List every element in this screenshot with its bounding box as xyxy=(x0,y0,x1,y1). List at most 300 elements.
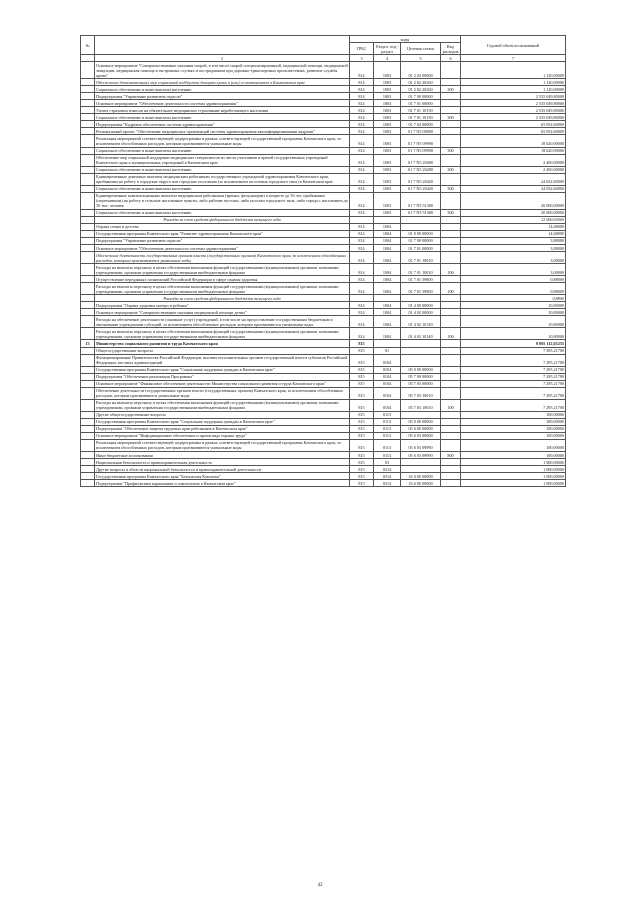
row-expense-type xyxy=(441,380,461,387)
row-razdel: 1003 xyxy=(374,147,401,154)
table-row xyxy=(81,366,566,373)
table-row xyxy=(81,411,566,418)
row-grbs: 815 xyxy=(350,387,374,399)
row-grbs: 814 xyxy=(350,154,374,166)
row-target-article: 05 7 00 00000 xyxy=(401,373,441,380)
row-name: Расходы на выплаты персоналу в целях обеспечения выполнения функций государственными (муниципальными) органами, казенными учреждениями, органами управления государственными внебюджетными фондами xyxy=(95,264,350,276)
row-grbs: 815 xyxy=(350,452,374,459)
row-name: Расходы на обеспечение деятельности (оказание услуг) учреждений, в том числе на предоставление государственным бюджетным и автономным учреждениям субсидий, за исключением обособленных расходов, которым присваиваются уникальные коды xyxy=(95,316,350,328)
row-target-article: 01 7 N5 51380 xyxy=(401,192,441,209)
row-target-article: 01 4 02 10140 xyxy=(401,316,441,328)
row-target-article: 05 7 03 10010 xyxy=(401,387,441,399)
row-grbs: 814 xyxy=(350,185,374,192)
row-number xyxy=(81,425,95,432)
row-razdel: 1003 xyxy=(374,62,401,79)
row-expense-type xyxy=(441,62,461,79)
row-number xyxy=(81,309,95,316)
header-number: № xyxy=(81,36,95,55)
col-num-3: 3 xyxy=(350,55,374,62)
row-razdel: 1003 xyxy=(374,173,401,185)
row-number xyxy=(81,216,95,223)
row-name: Расходы на выплаты персоналу в целях обеспечения выполнения функций государственными (муниципальными) органами, казенными учреждениями, органами управления государственными внебюджетными фондами xyxy=(95,283,350,295)
row-number xyxy=(81,295,95,302)
row-grbs: 814 xyxy=(350,283,374,295)
row-grbs: 815 xyxy=(350,340,374,347)
row-razdel: 0113 xyxy=(374,411,401,418)
row-name: Другие вопросы в области национальной безопасности и правоохранительной деятельности xyxy=(95,466,350,473)
row-amount: 1 000,00000 xyxy=(461,466,566,473)
row-name: Иные бюджетные ассигнования xyxy=(95,452,350,459)
row-expense-type xyxy=(441,173,461,185)
row-target-article: 01 7 N5 20280 xyxy=(401,154,441,166)
row-number xyxy=(81,173,95,185)
row-expense-type xyxy=(441,347,461,354)
row-name: Охрана семьи и детства xyxy=(95,223,350,230)
row-amount: 14,68000 xyxy=(461,230,566,237)
row-amount: 3,00000 xyxy=(461,252,566,264)
row-grbs: 814 xyxy=(350,128,374,135)
header-column-numbers xyxy=(81,55,566,62)
row-expense-type xyxy=(441,425,461,432)
page-number: 42 xyxy=(317,883,323,888)
row-expense-type xyxy=(441,276,461,283)
table-row xyxy=(81,276,566,283)
row-razdel: 0104 xyxy=(374,373,401,380)
row-name: Расходы на выплаты персоналу в целях обеспечения выполнения функций государственными (муниципальными) органами, казенными учреждениями, органами управления государственными внебюджетными фондами xyxy=(95,328,350,340)
row-target-article: 01 7 N5 09990 xyxy=(401,147,441,154)
row-grbs xyxy=(350,216,374,223)
row-number xyxy=(81,439,95,451)
row-amount: 100,00000 xyxy=(461,439,566,451)
row-razdel: 0113 xyxy=(374,432,401,439)
row-amount: 7 295,21700 xyxy=(461,366,566,373)
row-number xyxy=(81,380,95,387)
row-razdel: 1003 xyxy=(374,100,401,107)
row-expense-type: 800 xyxy=(441,452,461,459)
row-name: Подпрограмма "Управление развитием отрасли" xyxy=(95,237,350,244)
row-target-article: 01 4 02 00000 xyxy=(401,309,441,316)
row-amount: 2 535 049,80000 xyxy=(461,100,566,107)
row-expense-type: 300 xyxy=(441,209,461,216)
table-row xyxy=(81,399,566,411)
row-target-article: 01 7 01 10150 xyxy=(401,114,441,121)
row-expense-type: 100 xyxy=(441,283,461,295)
row-expense-type xyxy=(441,230,461,237)
row-razdel: 1004 xyxy=(374,302,401,309)
row-grbs: 815 xyxy=(350,366,374,373)
row-number xyxy=(81,128,95,135)
row-name: Обеспечение деятельности государственных органов власти (государственных органов) Камчатского края, за исключением обособленных расходов, которым присваиваются уникальные коды xyxy=(95,387,350,399)
row-grbs: 815 xyxy=(350,373,374,380)
table-row xyxy=(81,62,566,79)
row-expense-type xyxy=(441,223,461,230)
row-number xyxy=(81,302,95,309)
row-grbs: 815 xyxy=(350,439,374,451)
row-expense-type: 300 xyxy=(441,86,461,93)
header-expense-type: Вид расходов xyxy=(441,43,461,55)
row-razdel: 0113 xyxy=(374,452,401,459)
row-razdel: 1003 xyxy=(374,154,401,166)
row-razdel: 0104 xyxy=(374,354,401,366)
row-grbs: 815 xyxy=(350,466,374,473)
row-number xyxy=(81,366,95,373)
table-row xyxy=(81,245,566,252)
header-grbs: ГРБС xyxy=(350,43,374,55)
row-number xyxy=(81,79,95,86)
row-target-article: 16 0 00 00000 xyxy=(401,473,441,480)
row-razdel: 1003 xyxy=(374,93,401,100)
row-amount: 65 052,60000 xyxy=(461,128,566,135)
row-grbs: 815 xyxy=(350,432,374,439)
table-row xyxy=(81,309,566,316)
row-grbs: 814 xyxy=(350,264,374,276)
table-row xyxy=(81,432,566,439)
row-grbs: 814 xyxy=(350,230,374,237)
row-target-article: 05 0 00 00000 xyxy=(401,366,441,373)
table-row xyxy=(81,100,566,107)
row-target-article: 16 6 00 00000 xyxy=(401,480,441,487)
row-name: Основное мероприятие "Совершенствование оказания медицинской помощи детям" xyxy=(95,309,350,316)
col-num-1: . xyxy=(81,55,95,62)
row-number xyxy=(81,147,95,154)
table-row xyxy=(81,107,566,114)
row-expense-type xyxy=(441,107,461,114)
row-expense-type xyxy=(441,373,461,380)
row-amount: 20 000,00000 xyxy=(461,209,566,216)
row-razdel: 1003 xyxy=(374,192,401,209)
row-target-article: 01 7 N5 20280 xyxy=(401,166,441,173)
row-expense-type: 300 xyxy=(441,166,461,173)
table-row xyxy=(81,252,566,264)
table-row xyxy=(81,216,566,223)
row-name: Социальное обеспечение и иные выплаты населению xyxy=(95,86,350,93)
row-expense-type xyxy=(441,93,461,100)
row-amount: 3,00000 xyxy=(461,264,566,276)
row-name: Основное мероприятие "Финансовое обеспечение деятельности Министерства социального развития и труда Камчатского края" xyxy=(95,380,350,387)
row-grbs: 814 xyxy=(350,209,374,216)
row-razdel: 1003 xyxy=(374,135,401,147)
table-row xyxy=(81,340,566,347)
row-number xyxy=(81,264,95,276)
row-expense-type: 300 xyxy=(441,147,461,154)
row-amount: 1 000,00000 xyxy=(461,473,566,480)
row-number xyxy=(81,114,95,121)
row-grbs: 814 xyxy=(350,121,374,128)
row-name: Расходы на выплаты персоналу в целях обеспечения выполнения функций государственными (муниципальными) органами, казенными учреждениями, органами управления государственными внебюджетными фондами xyxy=(95,399,350,411)
table-row xyxy=(81,147,566,154)
table-row xyxy=(81,380,566,387)
row-razdel: 0113 xyxy=(374,425,401,432)
row-name: Единовременные компенсационные выплаты медицинским работникам (врачам, фельдшерам) в возрасте до 50 лет, прибывшим (переехавшим) на работу в сельские населенные пункты, либо рабочие поселки, либо поселки городского типа, либо города с населением до 50 тыс. человек xyxy=(96,193,348,209)
row-number xyxy=(81,121,95,128)
row-amount: 20 000,00000 xyxy=(461,192,566,209)
row-razdel: 1004 xyxy=(374,264,401,276)
row-target-article xyxy=(401,347,441,354)
row-grbs: 815 xyxy=(350,425,374,432)
row-number: 13 xyxy=(81,340,95,347)
header-codes: коды xyxy=(350,36,461,43)
table-row xyxy=(81,185,566,192)
row-name: Основное мероприятие "Обеспечение деятельности системы здравоохранения" xyxy=(95,100,350,107)
row-number xyxy=(81,185,95,192)
row-grbs: 814 xyxy=(350,107,374,114)
row-number xyxy=(81,411,95,418)
table-row xyxy=(81,237,566,244)
row-amount: 14,68000 xyxy=(461,223,566,230)
row-expense-type xyxy=(441,354,461,366)
row-amount: 10,80000 xyxy=(461,309,566,316)
row-amount: 3,88000 xyxy=(461,237,566,244)
row-expense-type: 300 xyxy=(441,114,461,121)
row-amount: 2 535 049,80000 xyxy=(461,107,566,114)
row-number xyxy=(81,459,95,466)
row-number xyxy=(81,276,95,283)
row-razdel: 0104 xyxy=(374,380,401,387)
row-razdel: 1003 xyxy=(374,121,401,128)
row-grbs xyxy=(350,295,374,302)
row-name: Подпрограмма "Кадровое обеспечение системы здравоохранения" xyxy=(95,121,350,128)
row-target-article xyxy=(401,466,441,473)
row-amount: 3,88000 xyxy=(461,245,566,252)
row-target-article: 05 7 03 10010 xyxy=(401,399,441,411)
col-num-2: 2 xyxy=(95,55,350,62)
col-num-5: 5 xyxy=(401,55,441,62)
row-name: Реализация мероприятий соответствующей подпрограммы в рамках соответствующей государственной программы Камчатского края, за исключением обособленных расходов, которым присваиваются уникальные коды xyxy=(95,135,350,147)
row-expense-type xyxy=(441,387,461,399)
row-name: Социальное обеспечение и иные выплаты населению xyxy=(95,185,350,192)
row-number xyxy=(81,283,95,295)
table-row xyxy=(81,128,566,135)
row-name: Расходы за счет средств федерального бюджета текущего года xyxy=(95,216,350,223)
row-grbs: 814 xyxy=(350,147,374,154)
row-name: Обеспечение мер социальной поддержки медицинских специалистов из числа участников и врачей государственных учреждений Камчатского края и муниципальных учреждений в Камчатском крае xyxy=(95,154,350,166)
row-expense-type xyxy=(441,295,461,302)
row-amount: 7 295,21700 xyxy=(461,354,566,366)
row-target-article: 01 7 N5 20420 xyxy=(401,173,441,185)
row-name: Подпрограмма "Управление развитием отрасли" xyxy=(95,93,350,100)
row-expense-type xyxy=(441,459,461,466)
row-razdel: 1003 xyxy=(374,79,401,86)
row-razdel xyxy=(374,295,401,302)
row-expense-type xyxy=(441,128,461,135)
row-expense-type xyxy=(441,340,461,347)
row-amount: 100,00000 xyxy=(461,418,566,425)
row-razdel: 0113 xyxy=(374,439,401,451)
row-amount: 2 400,00000 xyxy=(461,154,566,166)
row-number xyxy=(81,230,95,237)
row-razdel xyxy=(374,340,401,347)
row-target-article: 05 6 03 00000 xyxy=(401,432,441,439)
row-name: Основное мероприятие "Совершенствование оказания скорой, в том числе скорой специализированной, медицинской помощи, медицинской эвакуации, медицинская помощь в экстренных случаях и пострадавшим при дорожно-транспортных происшествиях, развитие службы крови" xyxy=(96,62,348,78)
row-grbs: 814 xyxy=(350,237,374,244)
row-razdel: 1003 xyxy=(374,86,401,93)
row-number xyxy=(81,399,95,411)
table-row xyxy=(81,480,566,487)
row-grbs: 814 xyxy=(350,62,374,79)
row-target-article xyxy=(401,354,441,366)
table-row xyxy=(81,354,566,366)
table-row xyxy=(81,223,566,230)
row-razdel: 1004 xyxy=(374,223,401,230)
row-razdel: 1004 xyxy=(374,252,401,264)
row-target-article: 01 2 02 00000 xyxy=(401,62,441,79)
row-target-article xyxy=(401,459,441,466)
row-grbs: 814 xyxy=(350,135,374,147)
budget-table xyxy=(80,35,566,487)
row-name: Общегосударственные вопросы xyxy=(95,347,350,354)
row-amount: 2 400,00000 xyxy=(461,166,566,173)
row-name: Осуществление переданных полномочий Российской Федерации в сфере охраны здоровья xyxy=(95,276,350,283)
row-number xyxy=(81,93,95,100)
row-number xyxy=(81,166,95,173)
table-row xyxy=(81,79,566,86)
row-grbs: 814 xyxy=(350,114,374,121)
row-target-article: 01 7 N5 09990 xyxy=(401,135,441,147)
table-row xyxy=(81,328,566,340)
row-grbs: 814 xyxy=(350,276,374,283)
row-razdel: 0314 xyxy=(374,466,401,473)
row-amount: 65 052,60000 xyxy=(461,121,566,128)
row-amount: 1 120,00000 xyxy=(461,86,566,93)
row-amount: 24 032,60000 xyxy=(461,173,566,185)
row-name: Основное мероприятие "Информационное обеспечение и пропаганда охраны труда" xyxy=(95,432,350,439)
row-number xyxy=(81,373,95,380)
row-grbs: 814 xyxy=(350,79,374,86)
table-row xyxy=(81,192,566,209)
row-amount: 0,88000 xyxy=(461,283,566,295)
table-row xyxy=(81,166,566,173)
row-grbs: 815 xyxy=(350,399,374,411)
row-expense-type xyxy=(441,366,461,373)
row-grbs: 815 xyxy=(350,380,374,387)
row-target-article: 05 6 03 09990 xyxy=(401,452,441,459)
row-target-article: 01 2 02 20260 xyxy=(401,79,441,86)
table-row xyxy=(81,121,566,128)
row-number xyxy=(81,62,95,79)
row-amount: 100,00000 xyxy=(461,411,566,418)
row-grbs: 814 xyxy=(350,316,374,328)
row-target-article: 01 2 02 20260 xyxy=(401,86,441,93)
row-amount: 1 120,00000 xyxy=(461,79,566,86)
row-name: Уплата страховых взносов на обязательное медицинское страхование неработающего населения xyxy=(95,107,350,114)
row-razdel: 1003 xyxy=(374,128,401,135)
table-row xyxy=(81,473,566,480)
row-expense-type xyxy=(441,309,461,316)
table-row xyxy=(81,86,566,93)
row-razdel: 1003 xyxy=(374,166,401,173)
row-name: Подпрограмма "Обеспечение реализации Программы" xyxy=(95,373,350,380)
row-number xyxy=(81,237,95,244)
row-target-article xyxy=(401,295,441,302)
row-name: Социальное обеспечение и иные выплаты населению xyxy=(95,166,350,173)
row-number xyxy=(81,354,95,366)
row-grbs: 815 xyxy=(350,473,374,480)
row-number xyxy=(81,100,95,107)
row-razdel: 0314 xyxy=(374,473,401,480)
header-name xyxy=(95,36,350,55)
row-target-article: 01 4 00 00000 xyxy=(401,302,441,309)
row-razdel xyxy=(374,216,401,223)
row-number xyxy=(81,135,95,147)
table-row xyxy=(81,466,566,473)
row-amount: 8 005 112,65235 xyxy=(461,340,566,347)
row-expense-type: 100 xyxy=(441,399,461,411)
row-expense-type: 300 xyxy=(441,185,461,192)
table-row xyxy=(81,418,566,425)
row-target-article: 01 7 N5 00000 xyxy=(401,128,441,135)
header-amount: Годовой объем ассигнований xyxy=(461,36,566,55)
row-number xyxy=(81,387,95,399)
row-amount: 0,8800 xyxy=(461,295,566,302)
row-target-article: 01 7 01 10010 xyxy=(401,252,441,264)
table-row xyxy=(81,425,566,432)
row-amount: 1 000,00000 xyxy=(461,480,566,487)
row-grbs: 814 xyxy=(350,166,374,173)
col-num-4: 4 xyxy=(374,55,401,62)
row-razdel: 1004 xyxy=(374,245,401,252)
row-number xyxy=(81,480,95,487)
row-target-article: 05 6 03 09990 xyxy=(401,439,441,451)
table-header xyxy=(81,36,566,62)
row-grbs: 814 xyxy=(350,223,374,230)
row-expense-type xyxy=(441,302,461,309)
row-grbs: 814 xyxy=(350,192,374,209)
row-expense-type xyxy=(441,192,461,209)
table-row xyxy=(81,283,566,295)
row-amount: 100,00000 xyxy=(461,425,566,432)
row-expense-type xyxy=(441,216,461,223)
header-target-article: Целевая статья xyxy=(401,43,441,55)
row-razdel: 1004 xyxy=(374,316,401,328)
row-expense-type xyxy=(441,79,461,86)
table-row xyxy=(81,439,566,451)
table-row xyxy=(81,173,566,185)
row-target-article: 01 7 00 00000 xyxy=(401,93,441,100)
row-amount: 100,00000 xyxy=(461,452,566,459)
row-name: Подпрограмма "Охрана здоровья матери и ребенка" xyxy=(95,302,350,309)
table-row xyxy=(81,347,566,354)
row-razdel: 1003 xyxy=(374,107,401,114)
row-number xyxy=(81,86,95,93)
row-name: Подпрограмма "Профилактика наркомании и алкоголизма в Камчатском крае" xyxy=(95,480,350,487)
table-row xyxy=(81,230,566,237)
row-name: Национальная безопасность и правоохранительная деятельность xyxy=(95,459,350,466)
row-name: Подпрограмма "Обеспечение защиты трудовых прав работников в Камчатском крае" xyxy=(95,425,350,432)
row-amount: 10,80000 xyxy=(461,328,566,340)
row-expense-type xyxy=(441,121,461,128)
row-number xyxy=(81,154,95,166)
row-razdel: 1004 xyxy=(374,237,401,244)
table-row xyxy=(81,452,566,459)
row-razdel: 1004 xyxy=(374,283,401,295)
row-grbs: 814 xyxy=(350,309,374,316)
header-razdel: Раздел, под-раздел xyxy=(374,43,401,55)
row-grbs: 814 xyxy=(350,100,374,107)
row-target-article xyxy=(401,216,441,223)
row-name: Социальное обеспечение и иные выплаты населению xyxy=(95,114,350,121)
row-expense-type xyxy=(441,439,461,451)
table-row xyxy=(81,209,566,216)
row-amount: 10,80000 xyxy=(461,302,566,309)
table-row xyxy=(81,154,566,166)
row-name: Обеспечение деятельности государственных органов власти (государственных органов) Камчатского края, за исключением обособленных расходов, которым присваиваются уникальные коды xyxy=(95,252,350,264)
row-amount: 2 535 049,80000 xyxy=(461,93,566,100)
row-expense-type xyxy=(441,418,461,425)
row-number xyxy=(81,347,95,354)
row-target-article: 01 7 N5 51380 xyxy=(401,209,441,216)
table-row xyxy=(81,135,566,147)
row-name: Социальное обеспечение и иные выплаты населению xyxy=(95,209,350,216)
